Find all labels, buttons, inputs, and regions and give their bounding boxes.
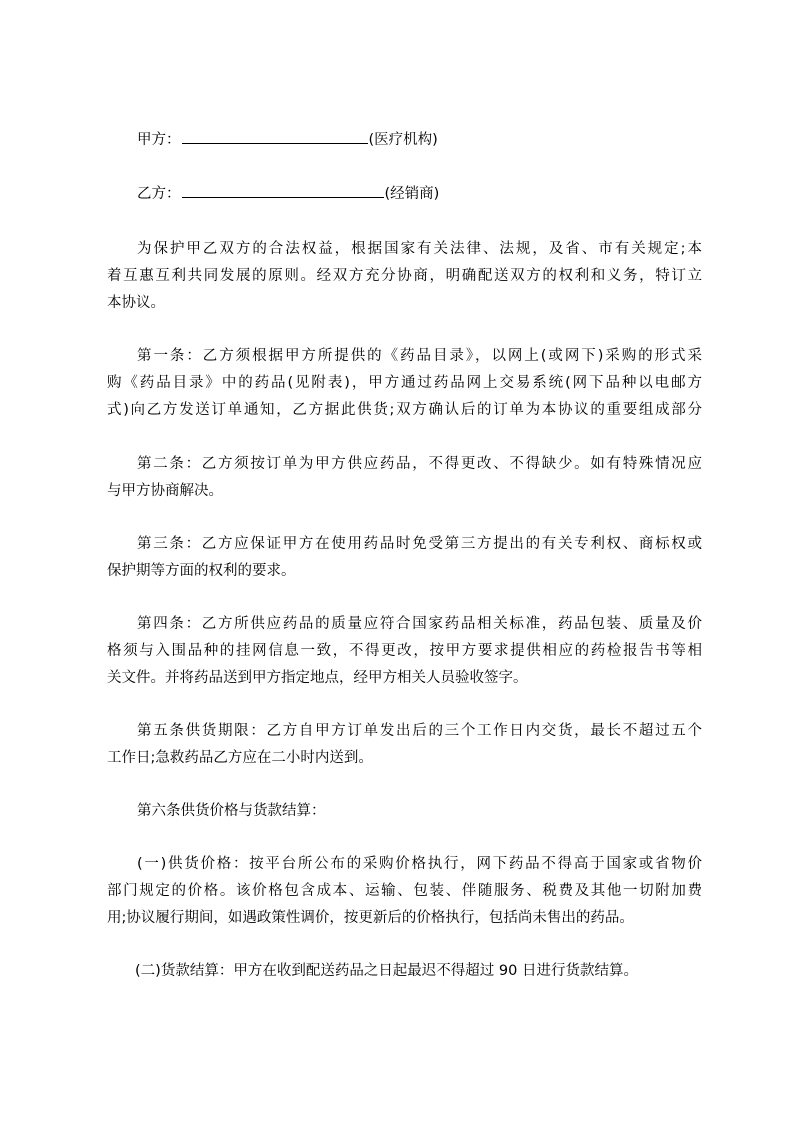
article-5-line: 第五条供货期限：乙方自甲方订单发出后的三个工作日内交货，最长不超过五个 (137, 723, 702, 739)
article-1-line: 第一条：乙方须根据甲方所提供的《药品目录》，以网上(或网下)采购的形式采 (137, 348, 702, 364)
article-2-line: 第二条：乙方须按订单为甲方供应药品，不得更改、不得缺少。如有特殊情况应 (137, 456, 702, 472)
article-4 (107, 611, 702, 692)
article-5 (107, 718, 702, 772)
sub-item-1 (107, 851, 702, 932)
article-4-line: 关文件。并将药品送到甲方指定地点，经甲方相关人员验收签字。 (107, 670, 528, 686)
party-b-blank[interactable] (182, 184, 384, 198)
sub-item-2 (107, 958, 702, 985)
article-2 (107, 451, 702, 505)
article-6-heading: 第六条供货价格与货款结算： (137, 803, 326, 819)
intro-line: 为保护甲乙双方的合法权益，根据国家有关法律、法规，及省、市有关规定;本 (137, 241, 702, 257)
article-2-line: 与甲方协商解决。 (107, 483, 223, 499)
intro-line: 着互惠互利共同发展的原则。经双方充分协商，明确配送双方的权利和义务，特订立 (107, 268, 702, 284)
party-b-line (137, 184, 439, 204)
article-1 (107, 343, 702, 424)
sub-item-2-line: (二)货款结算：甲方在收到配送药品之日起最迟不得超过 90 日进行货款结算。 (135, 963, 638, 979)
intro-paragraph (107, 236, 702, 317)
sub-item-1-line: 用;协议履行期间，如遇政策性调价，按更新后的价格执行，包括尚未售出的药品。 (107, 910, 634, 926)
article-6 (107, 798, 702, 825)
article-4-line: 格须与入围品种的挂网信息一致，不得更改，按甲方要求提供相应的药检报告书等相 (107, 643, 702, 659)
article-3-line: 保护期等方面的权利的要求。 (107, 563, 296, 579)
sub-item-1-line: (一)供货价格：按平台所公布的采购价格执行，网下药品不得高于国家或省物价 (137, 856, 702, 872)
party-b-suffix: (经销商) (384, 186, 440, 202)
article-5-line: 工作日;急救药品乙方应在二小时内送到。 (107, 750, 373, 766)
party-a-blank[interactable] (182, 130, 368, 144)
party-b-label: 乙方： (137, 186, 181, 202)
article-4-line: 第四条：乙方所供应药品的质量应符合国家药品相关标准，药品包装、质量及价 (137, 616, 702, 632)
article-1-line: 式)向乙方发送订单通知，乙方据此供货;双方确认后的订单为本协议的重要组成部分 (107, 402, 702, 418)
intro-line: 本协议。 (107, 295, 165, 311)
party-a-line (137, 130, 438, 150)
party-a-suffix: (医疗机构) (368, 132, 438, 148)
article-3-line: 第三条：乙方应保证甲方在使用药品时免受第三方提出的有关专利权、商标权或 (137, 536, 702, 552)
article-1-line: 购《药品目录》中的药品(见附表)，甲方通过药品网上交易系统(网下品种以电邮方 (107, 375, 702, 391)
article-3 (107, 531, 702, 585)
party-a-label: 甲方： (137, 132, 181, 148)
sub-item-1-line: 部门规定的价格。该价格包含成本、运输、包装、伴随服务、税费及其他一切附加费 (107, 883, 702, 899)
